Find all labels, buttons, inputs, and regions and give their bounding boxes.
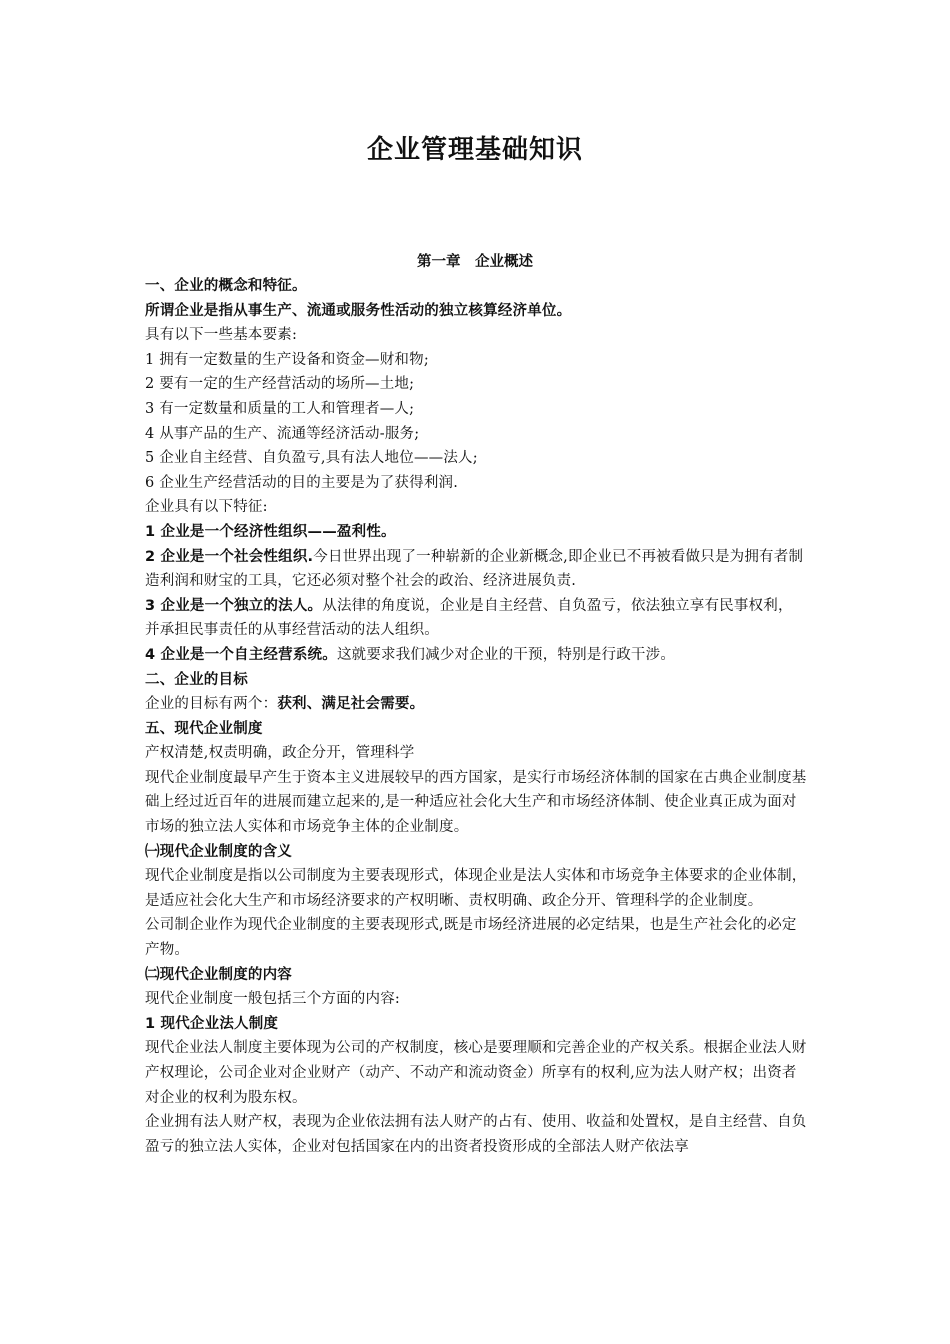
goal-bold: 获利、满足社会需要。 — [277, 696, 425, 713]
feature-title: 4 企业是一个自主经营系统。 — [145, 646, 337, 663]
list-item: 3 有一定数量和质量的工人和管理者—人; — [145, 400, 415, 417]
feature-item — [145, 643, 807, 668]
paragraph: 现代企业法人制度主要体现为公司的产权制度，核心是要理顺和完善企业的产权关系。根据企业法人财产权理论，公司企业对企业财产（动产、不动产和流动资金）所享有的权利,应为法人财产权；出资者对企业的权利为股东权。 — [145, 1040, 807, 1106]
feature-text: 从法律的角度说，企业是自主经营、自负盈亏，依法独立享有民事权利，并承担民事责任的从事经营活动的法人组织。 — [145, 597, 793, 639]
section-heading: 五、现代企业制度 — [145, 720, 263, 737]
definition-paragraph: 所谓企业是指从事生产、流通或服务性活动的独立核算经济单位。 — [145, 302, 572, 319]
list-item: 1 拥有一定数量的生产设备和资金—财和物; — [145, 351, 429, 368]
feature-title: 1 企业是一个经济性组织——盈利性。 — [145, 523, 396, 540]
chapter-heading: 第一章 企业概述 — [417, 254, 533, 270]
document-body — [145, 274, 807, 1159]
section-heading: 一、企业的概念和特征。 — [145, 278, 307, 294]
feature-title: 3 企业是一个独立的法人。 — [145, 597, 323, 614]
feature-item — [145, 594, 807, 643]
subsection-heading: ㈡现代企业制度的内容 — [145, 966, 292, 983]
list-item: 6 企业生产经营活动的目的主要是为了获得利润. — [145, 474, 459, 491]
feature-title: 2 企业是一个社会性组织. — [145, 548, 314, 565]
paragraph: 产权清楚,权责明确，政企分开，管理科学 — [145, 745, 415, 762]
elements-intro: 具有以下一些基本要素: — [145, 327, 298, 344]
paragraph: 公司制企业作为现代企业制度的主要表现形式,既是市场经济进展的必定结果，也是生产社会化的必定产物。 — [145, 917, 797, 959]
goal-text: 企业的目标有两个： — [145, 696, 278, 713]
section-heading: 二、企业的目标 — [145, 671, 248, 688]
paragraph: 企业拥有法人财产权，表现为企业依法拥有法人财产的占有、使用、收益和处置权，是自主经营、自负盈亏的独立法人实体，企业对包括国家在内的出资者投资形成的全部法人财产依法享 — [145, 1114, 807, 1155]
document-title: 企业管理基础知识 — [366, 135, 583, 165]
list-item: 2 要有一定的生产经营活动的场所—土地; — [145, 376, 415, 393]
paragraph — [145, 692, 807, 717]
feature-item — [145, 545, 807, 594]
paragraph: 现代企业制度最早产生于资本主义进展较早的西方国家，是实行市场经济体制的国家在古典企业制度基础上经过近百年的进展而建立起来的,是一种适应社会化大生产和市场经济体制、使企业真正成为面对市场的独立法人实体和市场竞争主体的企业制度。 — [145, 769, 807, 836]
feature-text: 这就要求我们减少对企业的干预，特别是行政干涉。 — [336, 646, 676, 663]
list-item: 4 从事产品的生产、流通等经济活动-服务; — [145, 425, 420, 442]
features-intro: 企业具有以下特征: — [145, 499, 268, 516]
paragraph: 现代企业制度是指以公司制度为主要表现形式，体现企业是法人实体和市场竞争主体要求的企业体制，是适应社会化大生产和市场经济要求的产权明晰、责权明确、政企分开、管理科学的企业制度。 — [145, 868, 807, 909]
subsection-heading: ㈠现代企业制度的含义 — [145, 843, 292, 860]
list-item: 5 企业自主经营、自负盈亏,具有法人地位——法人; — [145, 450, 478, 467]
feature-text: 今日世界出现了一种崭新的企业新概念,即企业已不再被看做只是为拥有者制造利润和财宝的工具，它还必须对整个社会的政治、经济进展负责. — [145, 548, 804, 590]
feature-item — [145, 520, 807, 545]
subsection-item: 1 现代企业法人制度 — [145, 1015, 279, 1032]
paragraph: 现代企业制度一般包括三个方面的内容: — [145, 991, 400, 1008]
